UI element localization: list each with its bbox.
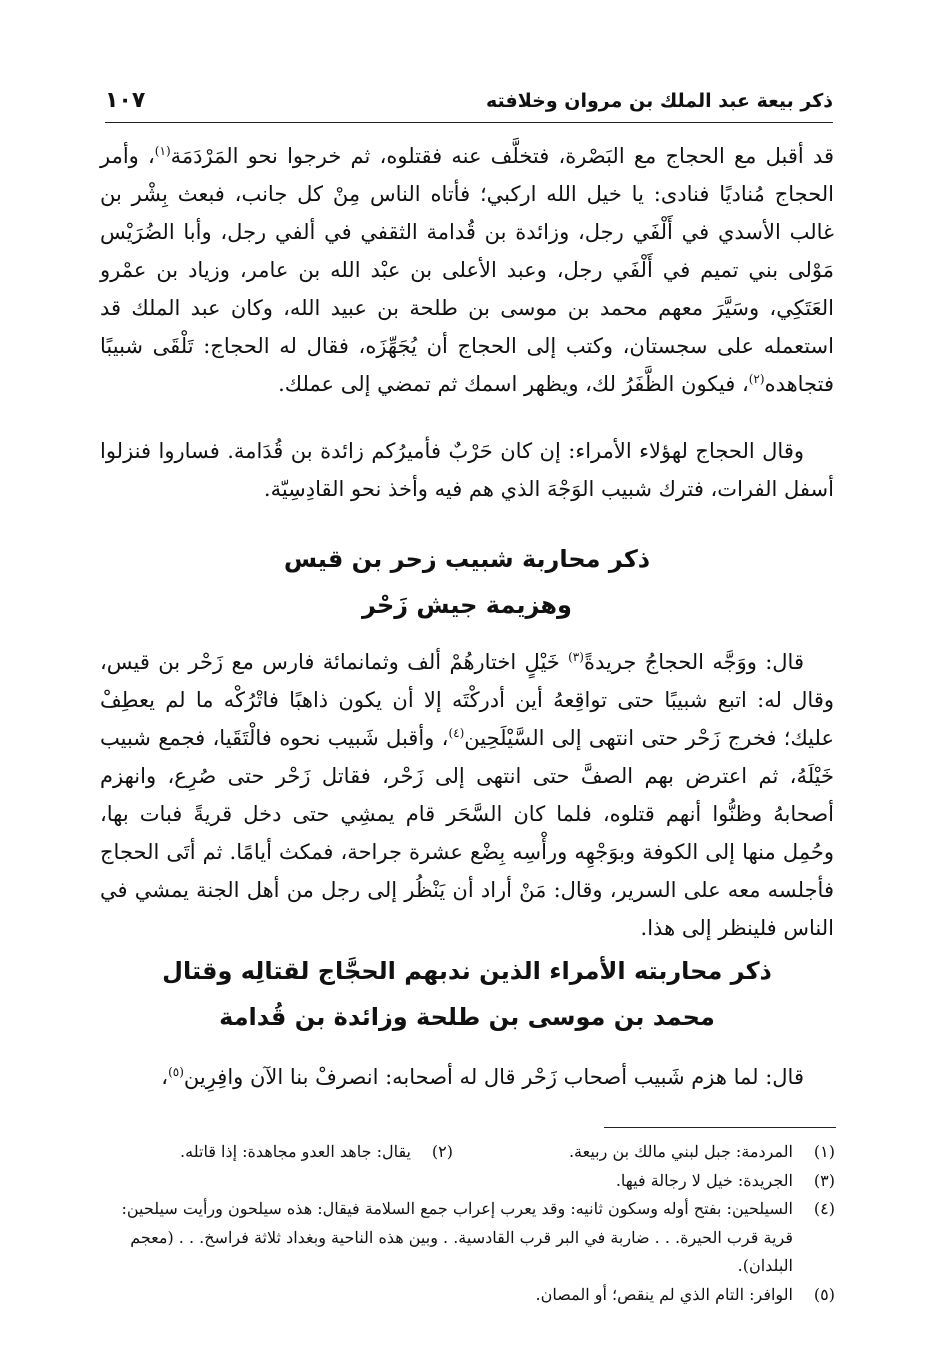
paragraph-2: وقال الحجاج لهؤلاء الأمراء: إن كان حَرْبٌ فأميرُكم زائدة بن قُدَامة. فساروا فنزلوا أسفل الفرات، فترك شبيب الوَجْهَ الذي هم فيه وأخذ نحو القادِسِيّة. bbox=[100, 439, 834, 501]
footnote-4-text: السيلحين: بفتح أوله وسكون ثانيه: وقد يعرب إعراب جمع السلامة فيقال: هذه سيلحون ورأيت سيلحين: قرية قرب الحيرة. . . ضاربة في البر قرب القادسية. . وبين هذه الناحية وبغداد ثلاثة فراسخ. . . (معجم البلدان). bbox=[121, 1199, 793, 1276]
page-number: ١٠٧ bbox=[105, 88, 146, 113]
paragraph-1-text-c: ، فيكون الظَّفَرُ لك، ويظهر اسمك ثم تمضي إلى عملك. bbox=[278, 372, 749, 396]
footnote-2-text: يقال: جاهد العدو مجاهدة: إذا قاتله. bbox=[180, 1142, 411, 1161]
footnote-ref-5: (٥) bbox=[168, 1065, 184, 1079]
paragraph-3-text-b: خَيْلٍ اختارهُمْ ألف وثمانمائة فارس مع زَحْر بن قيس، وقال له: اتبع شبيبًا حتى تواقِعهُ أين أدركْتَه إلا أن يكون ذاهبًا فاتْرُكْه ما لم يعطِفْ عليك؛ فخرج زَحْر حتى انتهى إلى السَّيْلَحِين bbox=[100, 650, 834, 750]
paragraph-1 bbox=[100, 137, 834, 403]
paragraph-3-text-c: ، وأقبل شَبيب نحوه فالْتَقَيا، فجمع شبيب خَيْلَهُ، ثم اعترض بهم الصفَّ حتى انتهى إلى زَحْر، فقاتل زَحْر حتى صُرِع، وانهزم أصحابهُ وظنُّوا أنهم قتلوه، فلما كان السَّحَر قام يمشِي حتى دخل قريةً فبات بها، وحُمِل منها إلى الكوفة وبوَجْهِه ورأْسِه بِضْع عشرة جراحة، فمكث أيامًا. ثم أتَى الحجاج فأجلسه معه على السرير، وقال: مَنْ أراد أن يَنْظُر إلى رجل من أهل الجنة يمشي في الناس فلينظر إلى هذا. bbox=[100, 726, 834, 940]
footnote-3-text: الجريدة: خيل لا رجالة فيها. bbox=[615, 1170, 793, 1190]
footnote-3-number: (٣) bbox=[813, 1170, 835, 1190]
section-heading-2-line-2: محمد بن موسى بن طلحة وزائدة بن قُدامة bbox=[219, 1003, 715, 1031]
footnote-ref-1: (١) bbox=[154, 144, 171, 158]
footnote-row-1-2 bbox=[95, 1138, 835, 1167]
footnote-4-number: (٤) bbox=[813, 1199, 835, 1219]
footnote-2 bbox=[95, 1138, 453, 1167]
body-block-top bbox=[100, 137, 834, 403]
footnote-5 bbox=[95, 1281, 835, 1310]
section-heading-1 bbox=[100, 536, 834, 628]
footnote-3 bbox=[95, 1167, 835, 1196]
paragraph-3-text-a: قال: ووَجَّه الحجاجُ جريدةً bbox=[583, 650, 804, 674]
body-block-middle bbox=[100, 643, 834, 947]
footnote-4 bbox=[95, 1195, 835, 1281]
footnote-divider bbox=[604, 1127, 836, 1128]
body-block-second bbox=[100, 432, 834, 508]
footnote-5-number: (٥) bbox=[813, 1284, 835, 1304]
section-heading-2-line-1: ذكر محاربته الأمراء الذين ندبهم الحجَّاج لقتالِه وقتال bbox=[162, 957, 772, 985]
paragraph-1-text-b: ، وأمر الحجاج مُناديًا فنادى: يا خيل الله اركبي؛ فأتاه الناس مِنْ كل جانب، فبعث بِشْر بن غالب الأسدي في أَلْفَي رجل، وزائدة بن قُدامة الثقفي في ألفي رجل، وأبا الضُرَيْس مَوْلى بني تميم في أَلْفَي رجل، وعبد الأعلى بن عبْد الله بن عامر، وزياد بن عمْرو العَتَكِي، وسَيَّرَ معهم محمد بن موسى بن طلحة بن عبيد الله، وكان عبد الملك قد استعمله على سجستان، وكتب إلى الحجاج أن يُجَهِّزَه، فقال له الحجاج: تَلْقَى شبيبًا فتجاهده bbox=[100, 144, 834, 396]
paragraph-1-text-a: قد أقبل مع الحجاج مع البَصْرة، فتخلَّف عنه فقتلوه، ثم خرجوا نحو المَرْدَمَة bbox=[170, 144, 834, 168]
section-heading-1-line-1: ذكر محاربة شبيب زحر بن قيس bbox=[283, 545, 651, 573]
paragraph-4-text-a: قال: لما هزم شَبيب أصحاب زَحْر قال له أصحابه: انصرفْ بنا الآن وافِرِين bbox=[183, 1065, 804, 1089]
section-heading-2 bbox=[100, 948, 834, 1040]
running-head bbox=[105, 86, 833, 123]
section-heading-1-line-2: وهزيمة جيش زَحْر bbox=[362, 591, 572, 619]
footnote-5-text: الوافر: التام الذي لم ينقص؛ أو المصان. bbox=[535, 1284, 793, 1304]
footnote-1-text: المردمة: جبل لبني مالك بن ربيعة. bbox=[568, 1142, 793, 1161]
footnote-1 bbox=[453, 1138, 835, 1167]
footnotes bbox=[95, 1138, 835, 1310]
paragraph-3 bbox=[100, 643, 834, 947]
footnote-1-number: (١) bbox=[813, 1142, 835, 1161]
footnote-ref-2: (٢) bbox=[748, 372, 765, 386]
running-head-title: ذكر بيعة عبد الملك بن مروان وخلافته bbox=[486, 90, 833, 112]
footnote-ref-3: (٣) bbox=[568, 650, 584, 664]
footnote-2-number: (٢) bbox=[431, 1142, 453, 1161]
paragraph-4 bbox=[100, 1058, 834, 1096]
footnote-ref-4: (٤) bbox=[448, 726, 465, 740]
body-block-last bbox=[100, 1058, 834, 1096]
paragraph-4-text-b: ، bbox=[161, 1065, 169, 1089]
